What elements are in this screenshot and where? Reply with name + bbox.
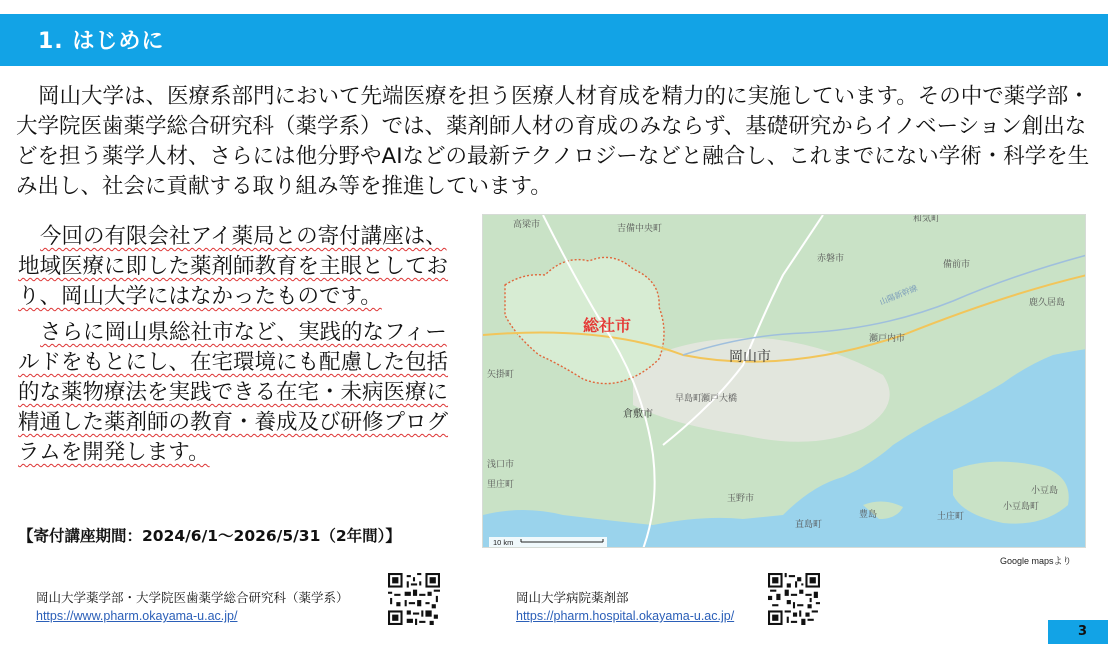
soja-city-label: 総社市 <box>583 316 632 335</box>
naoshima-town-label: 直島町 <box>795 520 823 530</box>
page-number: 3 <box>1048 620 1108 644</box>
kibichuo-town-label: 吉備中央町 <box>617 224 663 234</box>
asakuchi-city-label: 浅口市 <box>487 460 515 470</box>
akaiwa-city-label: 赤磐市 <box>817 254 845 264</box>
takahashi-city-label: 高梁市 <box>513 220 541 230</box>
shodoshima-town-label: 小豆島町 <box>1003 502 1040 512</box>
left-column <box>18 222 454 468</box>
hospital-qr-code-icon <box>768 573 820 625</box>
setoohashi-label: 瀬戸大橋 <box>701 394 738 404</box>
section-title: 1. はじめに <box>38 29 165 54</box>
bizen-city-label: 備前市 <box>943 260 971 270</box>
teshima-label: 豊島 <box>859 510 878 520</box>
school-qr-code-icon <box>388 573 440 625</box>
map-scale-label: 10 km <box>493 538 514 547</box>
hospital-name: 岡山大学病院薬剤部 <box>516 590 629 605</box>
footer-hospital <box>516 588 734 623</box>
school-url-link[interactable]: https://www.pharm.okayama-u.ac.jp/ <box>36 609 238 623</box>
yakake-town-label: 矢掛町 <box>487 370 515 380</box>
satosho-town-label: 里庄町 <box>487 480 515 490</box>
map-credit: Google mapsより <box>1000 556 1072 566</box>
section-header-bar <box>0 14 1108 66</box>
intro-paragraph: 岡山大学は、医療系部門において先端医療を担う医療人材育成を精力的に実施しています。その中で薬学部・大学院医歯薬学総合研究科（薬学系）では、薬剤師人材の育成のみならず、基礎研究からイノベーション創出などを担う薬学人材、さらには他分野やAIなどの最新テクノロジーなどと融合し、これまでにない学術・科学を生み出し、社会に貢献する取り組み等を推進しています。 <box>16 84 1090 199</box>
hayashima-town-label: 早島町 <box>675 394 703 404</box>
okayama-city-label: 岡山市 <box>729 349 771 365</box>
tamano-city-label: 玉野市 <box>727 494 755 504</box>
map-image <box>482 214 1086 548</box>
footer-school <box>36 588 349 623</box>
paragraph-program-development: さらに岡山県総社市など、実践的なフィールドをもとにし、在宅環境にも配慮した包括的な薬物療法を実践できる在宅・未病医療に精通した薬剤師の教育・養成及び研修プログラムを開発します。 <box>18 320 449 465</box>
shodoshima-island-label: 小豆島 <box>1031 486 1059 496</box>
hospital-url-link[interactable]: https://pharm.hospital.okayama-u.ac.jp/ <box>516 609 735 623</box>
setouchi-city-label: 瀬戸内市 <box>869 334 906 344</box>
wake-town-label: 和気町 <box>913 215 941 224</box>
sanyo-shinkansen-label: 山陽新幹線 <box>878 283 919 307</box>
chair-period: 【寄付講座期間：2024/6/1〜2026/5/31（2年間）】 <box>18 527 401 545</box>
kurashiki-city-label: 倉敷市 <box>623 409 653 420</box>
paragraph-endowed-chair: 今回の有限会社アイ薬局との寄付講座は、地域医療に即した薬剤師教育を主眼としており、岡山大学にはなかったものです。 <box>18 224 449 309</box>
kashima-label: 鹿久居島 <box>1029 298 1066 308</box>
school-name: 岡山大学薬学部・大学院医歯薬学総合研究科（薬学系） <box>36 590 349 605</box>
tonosho-town-label: 土庄町 <box>937 512 965 522</box>
